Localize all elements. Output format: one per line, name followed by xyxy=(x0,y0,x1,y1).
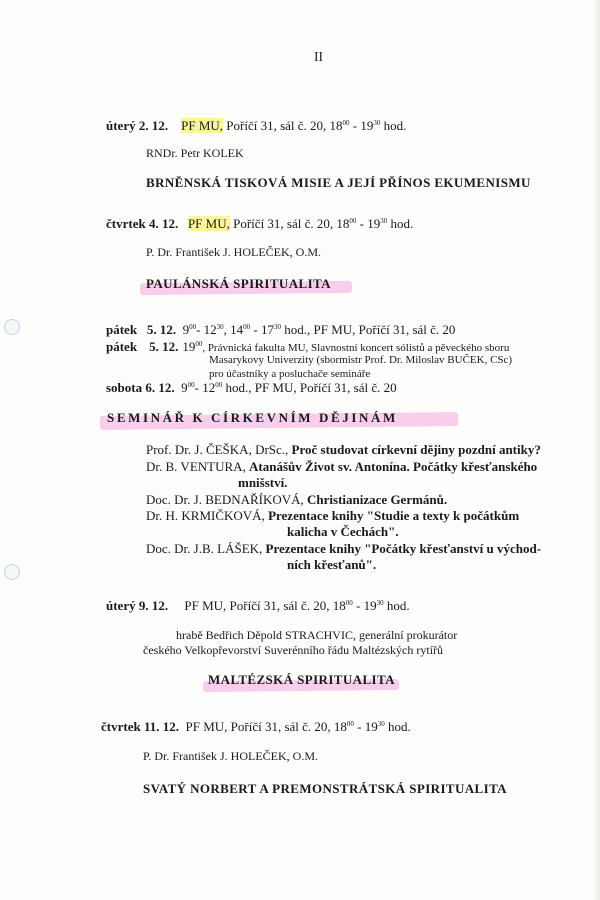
event-1-speaker: RNDr. Petr KOLEK xyxy=(146,146,244,160)
event-2-place: PF MU, xyxy=(187,216,230,231)
event-3-speaker-2: českého Velkopřevorství Suverénního řádu Maltézských rytířů xyxy=(143,643,444,657)
event-4-title: SVATÝ NORBERT A PREMONSTRÁTSKÁ SPIRITUALITA xyxy=(143,781,507,796)
lecture-4-cont: kalicha v Čechách". xyxy=(287,524,399,539)
punch-hole-bottom xyxy=(4,564,20,580)
event-1-day: úterý 2. 12. xyxy=(106,118,169,133)
event-2-day: čtvrtek 4. 12. xyxy=(106,216,179,231)
event-1-line: úterý 2. 12. PF MU, Poříčí 31, sál č. 20, $18^{00} - 19^{30}$ hod. xyxy=(106,118,407,133)
punch-hole-top xyxy=(4,319,20,335)
event-2-speaker: P. Dr. František J. HOLEČEK, O.M. xyxy=(146,245,322,259)
lecture-5: Doc. Dr. J.B. LÁŠEK, Prezentace knihy "Počátky křesťanství u východ- xyxy=(146,541,542,556)
lecture-2: Dr. B. VENTURA, Atanášův Život sv. Antonína. Počátky křesťanského xyxy=(146,459,538,474)
schedule-row-3: sobota 6. 12. $9^{00}-$ $12^{00}$ hod., PF MU, Poříčí 31, sál č. 20 xyxy=(106,380,397,395)
event-4-line: čtvrtek 11. 12. PF MU, Poříčí 31, sál č. 20, $18^{00} - 19^{30}$ hod. xyxy=(101,719,411,734)
page-number: II xyxy=(314,49,323,64)
event-4-day: čtvrtek 11. 12. xyxy=(101,719,179,734)
schedule-row-1: pátek 5. 12. $9^{00}-$ $12^{30}$, $14^{00} - 17^{30}$ hod., PF MU, Poříčí 31, sál č. 20 xyxy=(106,322,456,337)
schedule-row-2-line2: Masarykovy Univerzity (sbormistr Prof. Dr. Miloslav BUČEK, CSc) xyxy=(209,354,513,366)
event-3-day: úterý 9. 12. xyxy=(106,598,169,613)
scan-edge xyxy=(594,0,600,900)
schedule-row-2-line3: pro účastníky a posluchače semináře xyxy=(209,368,371,380)
lecture-3: Doc. Dr. J. BEDNAŘÍKOVÁ, Christianizace Germánů. xyxy=(146,492,448,507)
lecture-5-cont: ních křesťanů". xyxy=(287,557,377,572)
event-2-line: čtvrtek 4. 12. PF MU, Poříčí 31, sál č. 20, $18^{00} - 19^{30}$ hod. xyxy=(106,216,414,231)
event-2-title: PAULÁNSKÁ SPIRITUALITA xyxy=(146,276,331,291)
event-1-title: BRNĚNSKÁ TISKOVÁ MISIE A JEJÍ PŘÍNOS EKUMENISMU xyxy=(146,175,531,190)
event-3-title: MALTÉZSKÁ SPIRITUALITA xyxy=(208,672,395,687)
lecture-1: Prof. Dr. J. ČEŠKA, DrSc., Proč studovat církevní dějiny pozdní antiky? xyxy=(146,442,541,457)
event-3-speaker-1: hrabě Bedřich Děpold STRACHVIC, generální prokurátor xyxy=(176,628,458,642)
event-4-speaker: P. Dr. František J. HOLEČEK, O.M. xyxy=(143,749,319,763)
lecture-4: Dr. H. KRMIČKOVÁ, Prezentace knihy "Studie a texty k počátkům xyxy=(146,508,520,523)
event-1-place: PF MU, xyxy=(181,118,224,133)
seminar-title: SEMINÁŘ K CÍRKEVNÍM DĚJINÁM xyxy=(107,410,398,425)
event-3-line: úterý 9. 12. PF MU, Poříčí 31, sál č. 20, $18^{00} - 19^{30}$ hod. xyxy=(106,598,410,613)
schedule-row-2: pátek 5. 12. $19^{00}$, Právnická fakulta MU, Slavnostní koncert sólistů a pěveckého sboru xyxy=(106,339,510,354)
lecture-2-cont: mnišství. xyxy=(238,475,288,490)
